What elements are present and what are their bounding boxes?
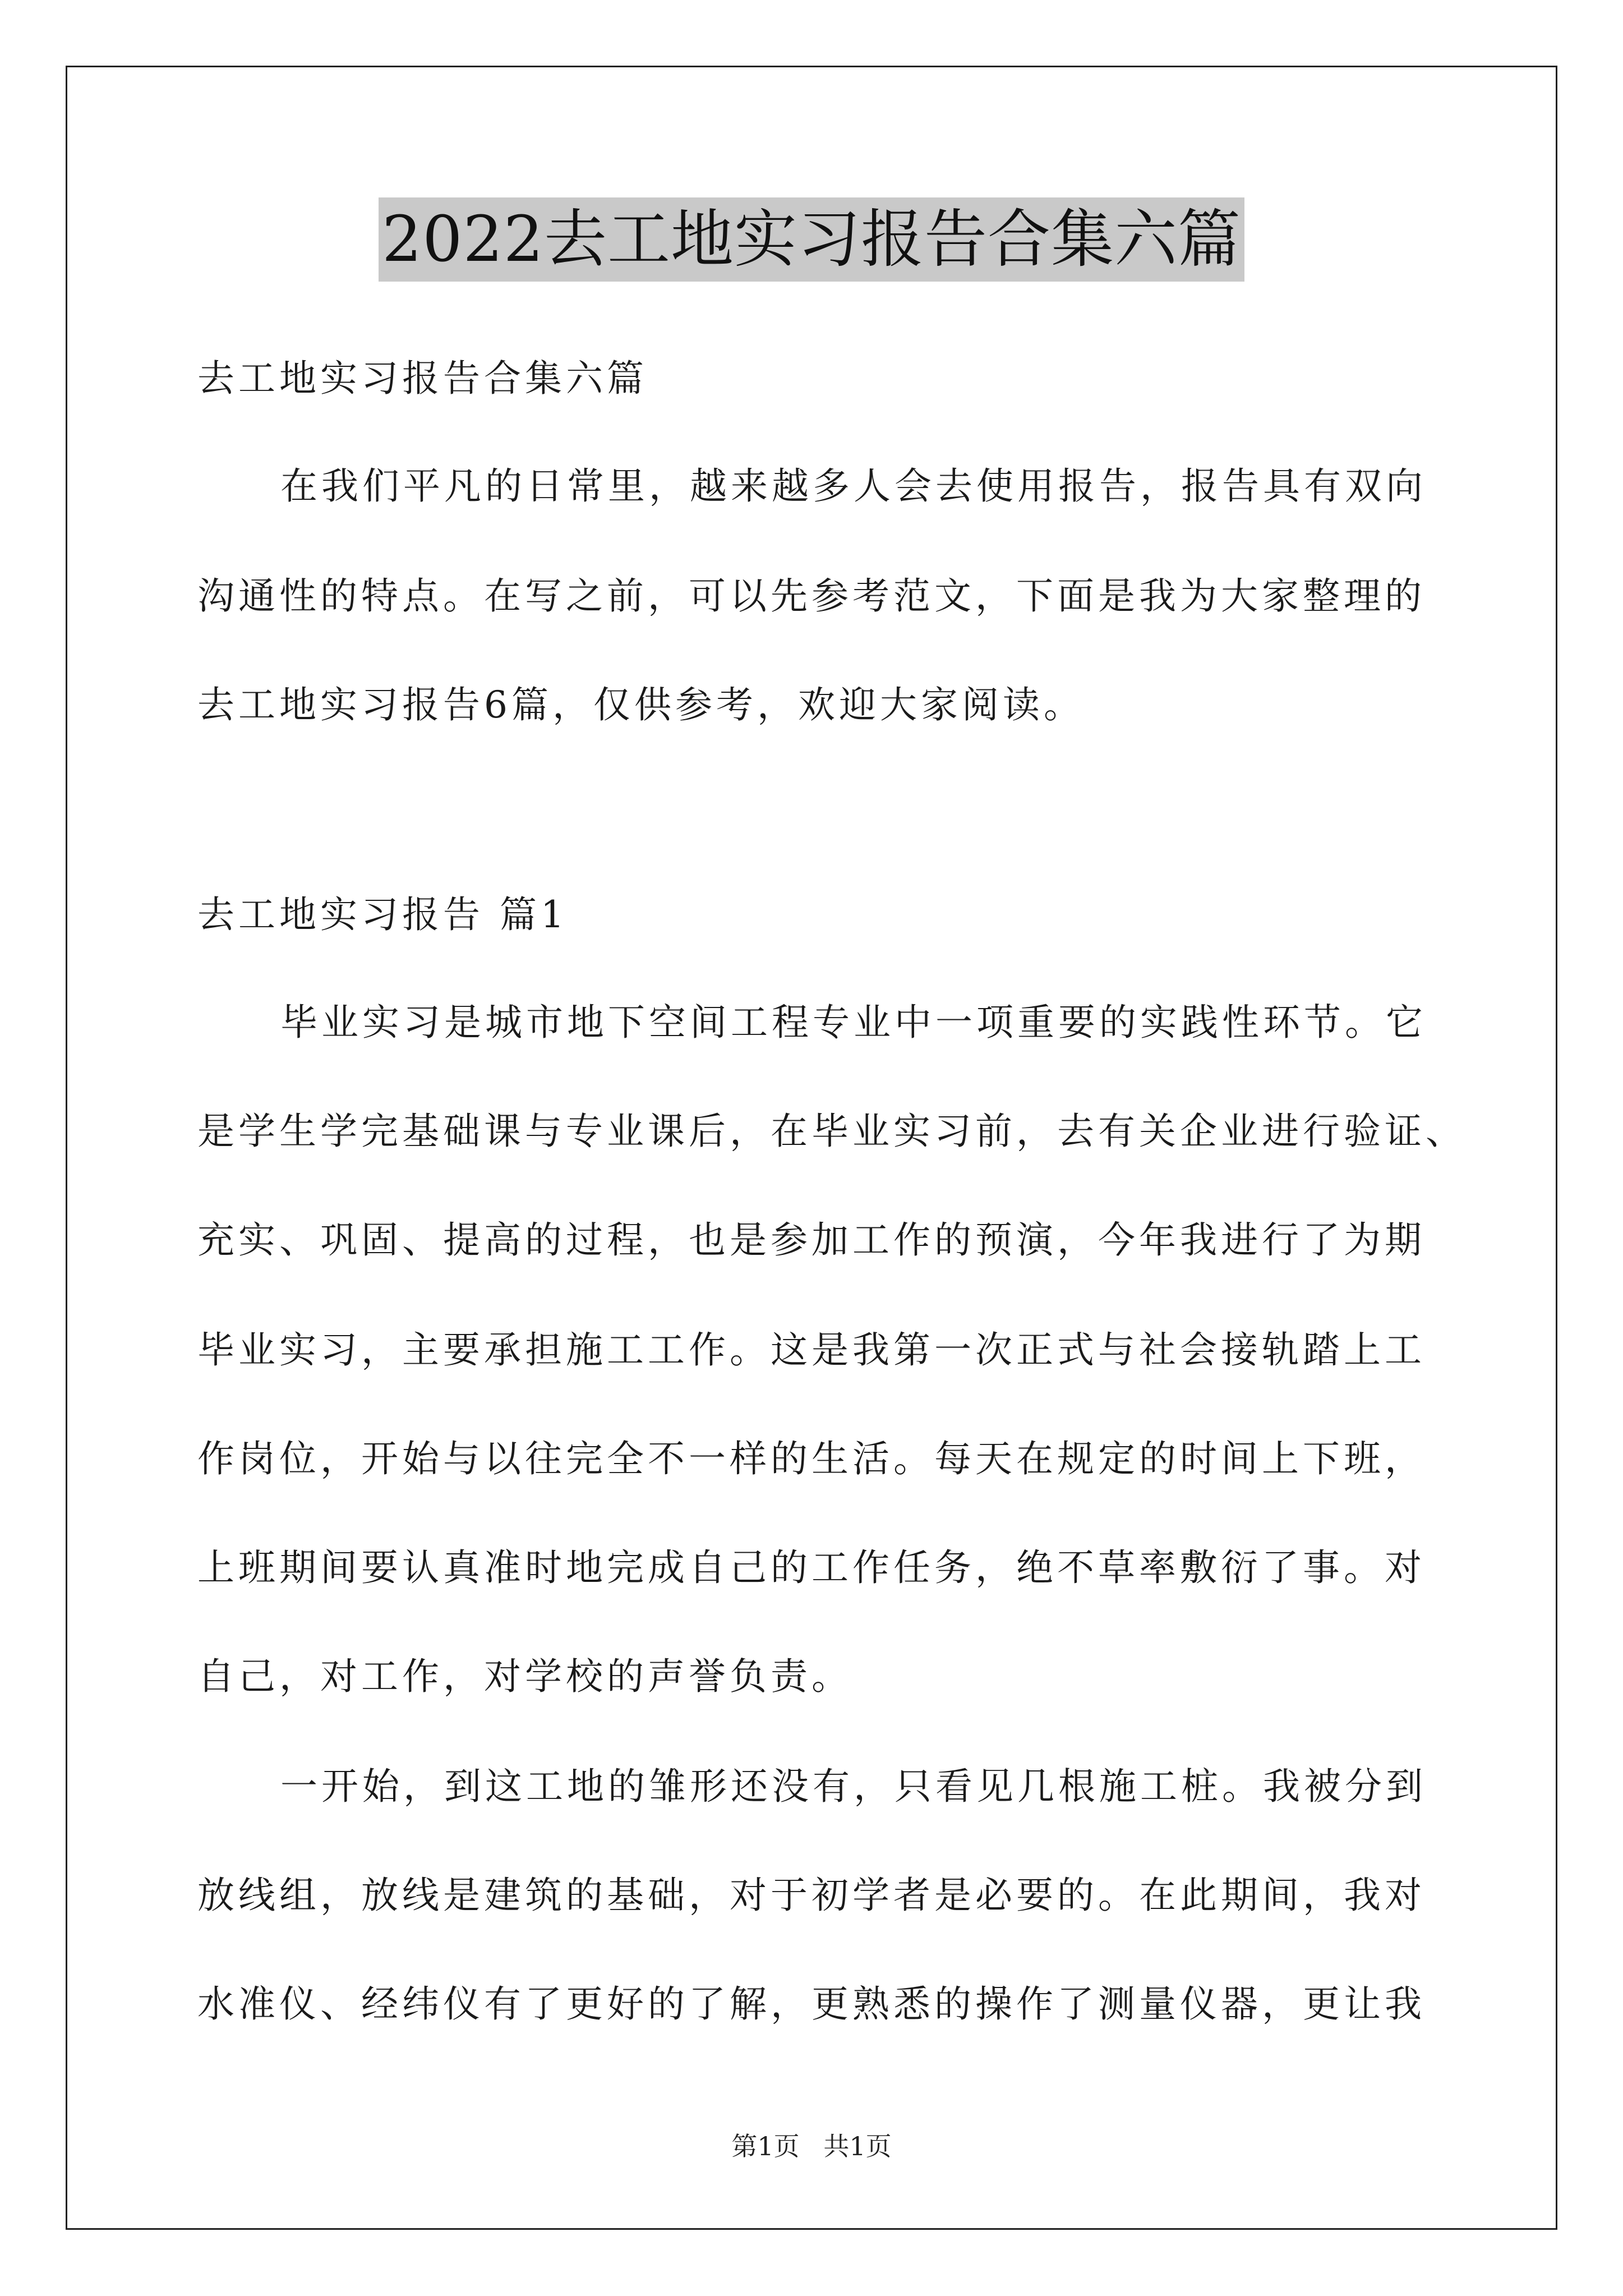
intro-line-2: 沟通性的特点。在写之前，可以先参考范文，下面是我为大家整理的 — [197, 574, 1426, 618]
paragraph1-line-1: 毕业实习是城市地下空间工程专业中一项重要的实践性环节。它 — [280, 1001, 1427, 1044]
paragraph1-line-5: 作岗位，开始与以往完全不一样的生活。每天在规定的时间上下班， — [197, 1437, 1426, 1480]
paragraph2-line-1: 一开始，到这工地的雏形还没有，只看见几根施工桩。我被分到 — [280, 1765, 1427, 1808]
section-heading: 去工地实习报告 篇1 — [197, 893, 568, 936]
paragraph2-line-2: 放线组，放线是建筑的基础，对于初学者是必要的。在此期间，我对 — [197, 1874, 1426, 1917]
document-subtitle: 去工地实习报告合集六篇 — [197, 357, 648, 400]
paragraph1-line-6: 上班期间要认真准时地完成自己的工作任务，绝不草率敷衍了事。对 — [197, 1546, 1426, 1589]
title-container — [0, 197, 1623, 282]
paragraph1-line-3: 充实、巩固、提高的过程，也是参加工作的预演，今年我进行了为期 — [197, 1218, 1426, 1262]
page-number-current: 第1页 — [731, 2131, 800, 2161]
paragraph1-line-4: 毕业实习，主要承担施工工作。这是我第一次正式与社会接轨踏上工 — [197, 1328, 1426, 1372]
intro-line-3: 去工地实习报告6篇，仅供参考，欢迎大家阅读。 — [197, 683, 1085, 726]
page-number-total: 共1页 — [823, 2131, 892, 2161]
intro-line-1: 在我们平凡的日常里，越来越多人会去使用报告，报告具有双向 — [280, 464, 1427, 508]
document-title: 2022去工地实习报告合集六篇 — [379, 197, 1244, 282]
paragraph2-line-3: 水准仪、经纬仪有了更好的了解，更熟悉的操作了测量仪器，更让我 — [197, 1982, 1426, 2026]
page-footer — [0, 2126, 1623, 2163]
paragraph1-line-7: 自己，对工作，对学校的声誉负责。 — [197, 1655, 852, 1698]
paragraph1-line-2: 是学生学完基础课与专业课后，在毕业实习前，去有关企业进行验证、 — [197, 1110, 1467, 1153]
